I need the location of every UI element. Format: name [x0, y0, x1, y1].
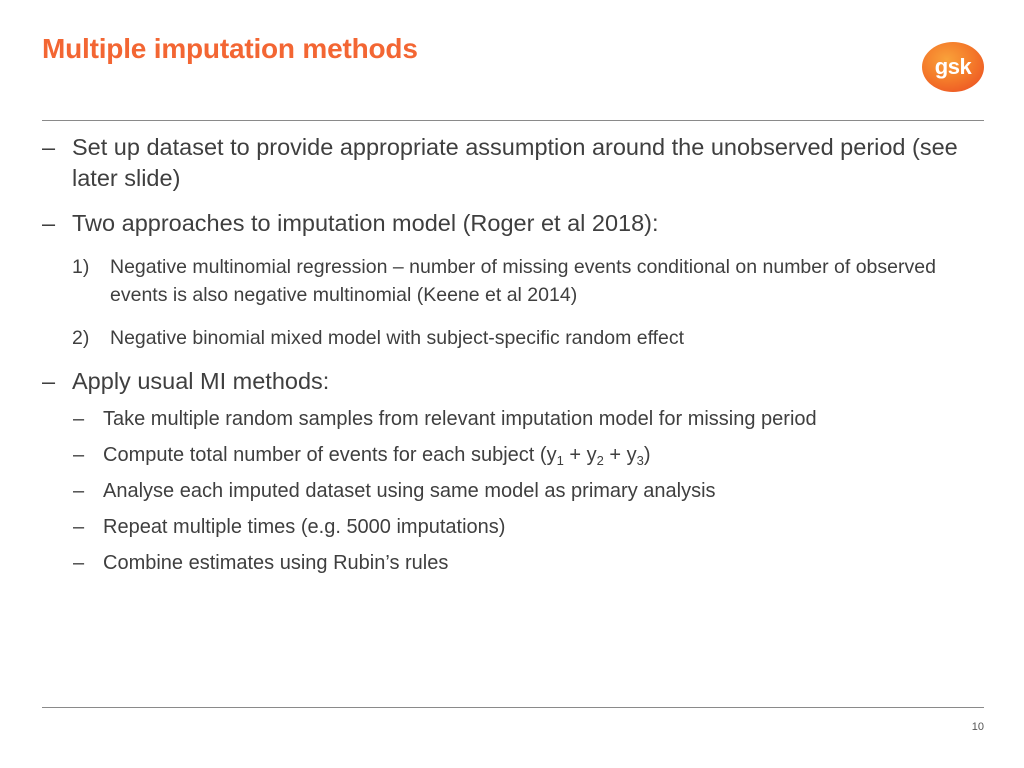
slide-title: Multiple imputation methods	[42, 33, 418, 64]
dash-marker: –	[73, 408, 85, 430]
bullet-two-approaches	[42, 208, 992, 239]
step-text-mid: + y	[563, 444, 597, 466]
gsk-logo	[920, 40, 988, 96]
approach-text: Negative binomial mixed model with subject-specific random effect	[110, 327, 685, 349]
step-analyse	[42, 477, 992, 505]
dash-marker: –	[73, 516, 85, 538]
dash-marker: –	[73, 480, 85, 502]
step-text-suffix: )	[643, 444, 651, 466]
page-number: 10	[971, 721, 984, 733]
step-text-mid: + y	[603, 444, 637, 466]
approach-text: Negative multinomial regression – number of missing events conditional on number of observed events is also negative multinomial (Keene et al 2014)	[110, 256, 936, 306]
bullet-apply-mi	[42, 366, 992, 397]
bullet-text: Set up dataset to provide appropriate assumption around the unobserved period (see later slide)	[72, 134, 958, 191]
step-text: Repeat multiple times (e.g. 5000 imputations)	[103, 516, 506, 538]
slide-body	[42, 132, 992, 577]
step-text: Analyse each imputed dataset using same model as primary analysis	[103, 480, 716, 502]
list-number: 1)	[72, 256, 90, 278]
approach-item-2	[42, 324, 992, 352]
dash-marker: –	[42, 210, 56, 236]
step-repeat	[42, 513, 992, 541]
step-text: Take multiple random samples from relevant imputation model for missing period	[103, 408, 817, 430]
dash-marker: –	[42, 134, 56, 160]
step-combine	[42, 549, 992, 577]
step-take-samples	[42, 405, 992, 433]
step-text-prefix: Compute total number of events for each subject (y	[103, 444, 557, 466]
footer-divider	[42, 707, 984, 708]
dash-marker: –	[73, 444, 85, 466]
bullet-text: Apply usual MI methods:	[72, 368, 330, 394]
list-number: 2)	[72, 327, 90, 349]
dash-marker: –	[73, 552, 85, 574]
subscript: 2	[596, 453, 604, 468]
step-text: Combine estimates using Rubin’s rules	[103, 552, 449, 574]
subscript: 3	[636, 453, 644, 468]
step-compute-total	[42, 441, 992, 469]
approach-item-1	[42, 253, 992, 309]
subscript: 1	[556, 453, 564, 468]
gsk-logo-text: gsk	[934, 54, 972, 79]
bullet-text: Two approaches to imputation model (Roger et al 2018):	[72, 210, 659, 236]
dash-marker: –	[42, 368, 56, 394]
bullet-dataset-setup	[42, 132, 992, 194]
header-divider	[42, 120, 984, 121]
